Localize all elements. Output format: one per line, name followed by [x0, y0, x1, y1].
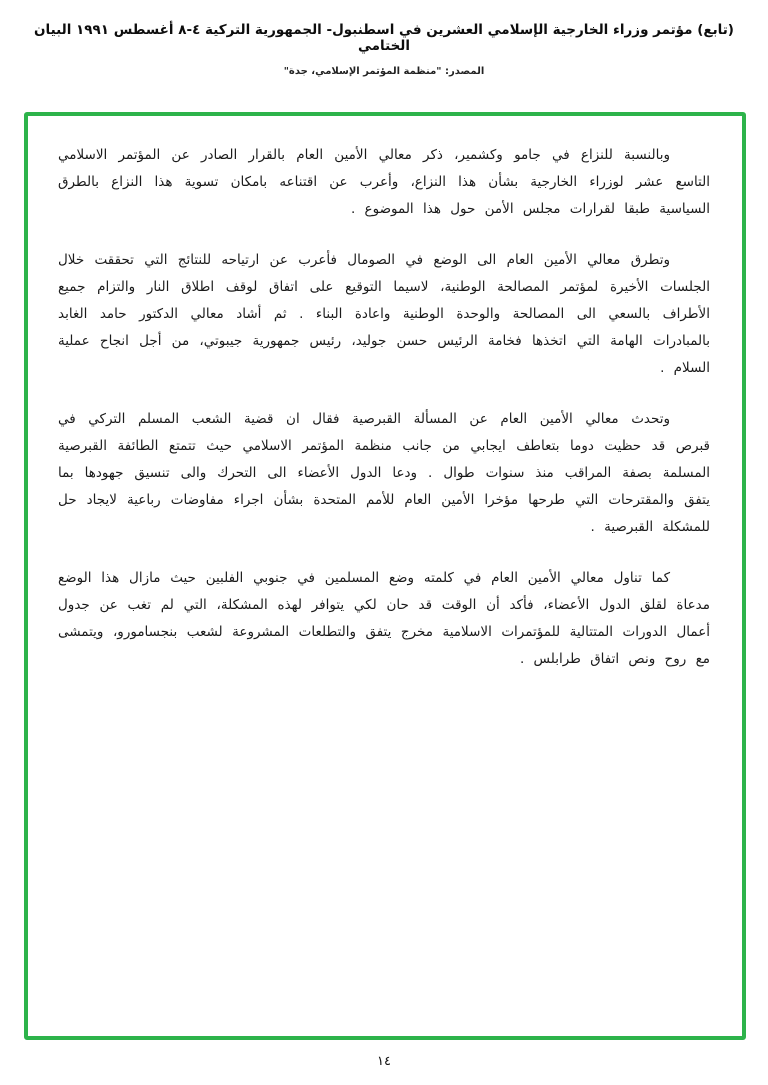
document-title: (تابع) مؤتمر وزراء الخارجية الإسلامي العشرين في اسطنبول- الجمهورية التركية ٤-٨ أغسطس ١٩٩١ البيان الختامي [34, 22, 734, 54]
document-source: المصدر: "منظمة المؤتمر الإسلامي، جدة" [283, 66, 485, 77]
paragraph-somalia-situation: وتطرق معالي الأمين العام الى الوضع في الصومال فأعرب عن ارتياحه للنتائج التي تحققت خلال الجلسات الأخيرة لمؤتمر المصالحة الوطنية، لاسيما التوقيع على اتفاق لوقف اطلاق النار والتزام جميع الأطراف بالسعي الى المصالحة والوحدة الوطنية واعادة البناء . ثم أشاد معالي الدكتور حامد الغابد بالمبادرات الهامة التي اتخذها فخامة الرئيس حسن جوليد، رئيس جمهورية جيبوتي، من أجل انجاح عملية السلام . [58, 252, 710, 376]
paragraph-philippines-muslims: كما تناول معالي الأمين العام في كلمته وضع المسلمين في جنوبي الفلبين حيث مازال هذا الوضع مدعاة لقلق الدول الأعضاء، فأكد أن الوقت قد حان لكي يتوافر لهذه المشكلة، التي لم تغب عن جدول أعمال الدورات المتتالية للمؤتمرات الاسلامية مخرج يتفق والتطلعات المشروعة لشعب بنجسامورو، ويتمشى مع روح ونص اتفاق طرابلس . [58, 570, 710, 667]
page-number: ١٤ [377, 1054, 391, 1069]
document-body [58, 142, 710, 673]
paragraph-cyprus-question: وتحدث معالي الأمين العام عن المسألة القبرصية فقال ان قضية الشعب المسلم التركي في قبرص قد حظيت دوما بتعاطف ايجابي من جانب منظمة المؤتمر الاسلامي حيث تتمتع الطائفة القبرصية المسلمة بصفة المراقب منذ سنوات طوال . ودعا الدول الأعضاء الى التحرك والى تنسيق جهودها بما يتفق والمقترحات التي طرحها مؤخرا الأمين العام للأمم المتحدة بشأن اجراء مفاوضات رباعية لايجاد حل للمشكلة القبرصية . [58, 411, 710, 535]
content-border [24, 112, 746, 1040]
paragraph-kashmir-dispute: وبالنسبة للنزاع في جامو وكشمير، ذكر معالي الأمين العام بالقرار الصادر عن المؤتمر الاسلامي التاسع عشر لوزراء الخارجية بشأن هذا النزاع، وأعرب عن اقتناعه بامكان تسوية هذا النزاع بالطرق السياسية طبقا لقرارات مجلس الأمن حول هذا الموضوع . [58, 147, 710, 217]
